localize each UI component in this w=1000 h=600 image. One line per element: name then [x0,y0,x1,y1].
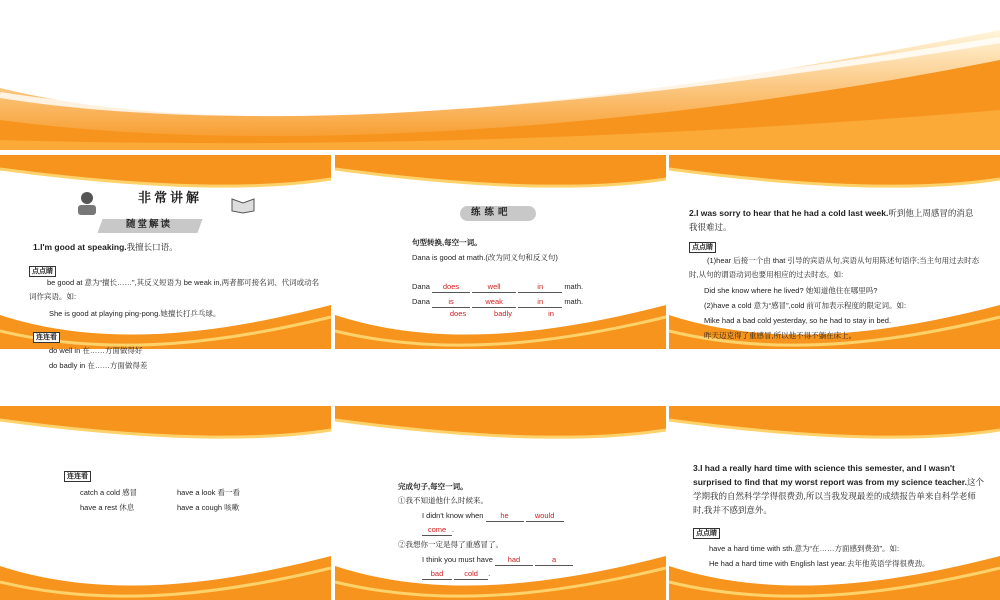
source-sentence: Dana is good at math.(改为同义句和反义句) [412,253,558,262]
compare-tag: 连连看 [64,471,91,482]
question-1: ①我不知道他什么时候来。 [398,496,488,505]
question-2: ②我想你一定是得了重感冒了。 [398,540,503,549]
instruction: 完成句子,每空一词。 [398,482,468,491]
phrase-have-cough: have a cough 咳嗽 [177,503,240,512]
answer-blank[interactable]: is [432,297,470,308]
main-title: 非常讲解 [138,190,203,205]
answer-blank[interactable]: cold [454,569,488,580]
phrase-have-rest: have a rest 休息 [80,503,135,512]
alt-answer: badly [494,309,512,318]
line-end: math. [564,297,584,306]
slide-1 [0,155,331,370]
alt-answer: does [449,309,467,318]
slide-2 [335,155,666,349]
item-1-line [33,240,178,254]
phrase-have-look: have a look 看一看 [177,488,240,497]
item-2-translation: 听到他上周感冒的消息我很难过。 [689,208,974,232]
key-point-tag: 点点睛 [29,266,56,277]
item-3 [693,461,985,517]
example-2-translation: 昨天迈克得了重感冒,所以他不得不躺在床上。 [704,331,857,340]
answer-blank[interactable]: come [422,525,452,536]
item-3-title: 3.I had a really hard time with science this semester, and I wasn't surprised to find that my worst report was from my science teacher. [693,463,967,487]
item-1-translation: 我擅长口语。 [126,242,178,252]
question-2-text: I think you must have [422,555,493,564]
item-2 [689,206,981,234]
answer-blank[interactable]: he [486,511,524,522]
line-end: math. [564,282,584,291]
instruction: 句型转换,每空一词。 [412,238,482,247]
answer-blank[interactable]: weak [472,297,516,308]
explanation: have a hard time with sth.意为“在……方面感到费劲”。如: [709,544,900,553]
phrase-do-badly: do badly in 在……方面做得差 [49,361,148,370]
question-1-continuation: come . [422,523,454,537]
open-book-icon [230,195,256,213]
item-3-translation: 这个学期我的自然科学学得很费劲,所以当我发现最差的成绩报告单来自科学老师时,我并不感到意外。 [693,477,984,515]
answer-blank[interactable]: bad [422,569,452,580]
question-1-line [422,509,564,523]
slide-5 [335,406,666,600]
question-2-continuation: bad cold . [422,567,490,581]
sub-title: 随堂解读 [126,219,173,230]
compare-tag: 连连看 [33,332,60,343]
answer-blank[interactable]: does [432,282,470,293]
question-2-line [422,553,573,567]
alt-answer: in [548,309,554,318]
answer-line-1 [412,280,583,294]
item-1-title: 1.I'm good at speaking. [33,242,127,252]
line-start: Dana [412,282,430,291]
explanation-paragraph: be good at 意为“擅长……”,其反义短语为 be weak in,两者都可接名词、代词或动名词作宾语。如: [29,278,320,301]
phrase-do-well: do well in 在……方面做得好 [49,346,143,355]
answer-blank[interactable]: had [495,555,533,566]
top-banner [0,0,1000,150]
grammar-note-1: (1)hear 后接一个由 that 引导的宾语从句,宾语从句用陈述句语序;当主句用过去时态时,从句的谓语动词也要用相应的过去时态。如: [689,256,980,279]
slide-3 [669,155,1000,349]
example-2: Mike had a bad cold yesterday, so he had to stay in bed. [704,316,892,325]
key-point-tag: 点点睛 [689,242,716,253]
slide-6 [669,406,1000,600]
grammar-note-2: (2)have a cold 意为“感冒”,cold 前可加表示程度的限定词。如: [704,301,907,310]
example-sentence: He had a hard time with English last year.去年他英语学得很费劲。 [709,559,930,568]
item-2-title: 2.I was sorry to hear that he had a cold last week. [689,208,889,218]
example-sentence: She is good at playing ping-pong.她擅长打乒乓球。 [49,309,221,318]
example-1: Did she know where he lived? 她知道他住在哪里吗? [704,286,878,295]
line-start: Dana [412,297,430,306]
answer-blank[interactable]: a [535,555,573,566]
question-1-text: I didn't know when [422,511,484,520]
answer-blank[interactable]: well [472,282,516,293]
slide-4 [0,406,331,600]
answer-blank[interactable]: would [526,511,564,522]
key-point-tag: 点点睛 [693,528,720,539]
reading-person-icon [72,190,102,218]
practice-title: 练练吧 [471,207,512,218]
phrase-catch-cold: catch a cold 感冒 [80,488,138,497]
answer-blank[interactable]: in [518,282,562,293]
answer-blank[interactable]: in [518,297,562,308]
